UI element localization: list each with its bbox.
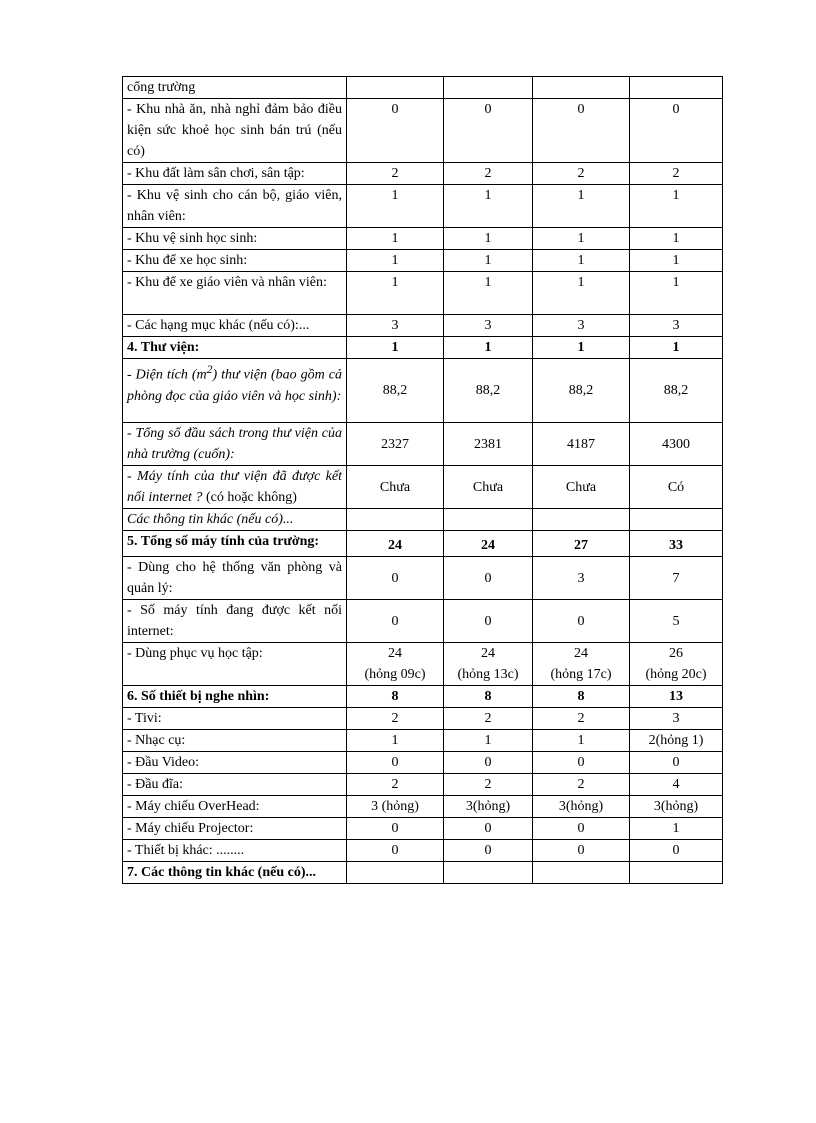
row-label: - Khu vệ sinh học sinh: bbox=[123, 228, 347, 250]
value-cell bbox=[533, 862, 630, 884]
value-cell: 88,2 bbox=[533, 359, 630, 423]
row-label: - Khu nhà ăn, nhà nghỉ đảm bảo điều kiện sức khoẻ học sinh bán trú (nếu có) bbox=[123, 99, 347, 163]
value-cell bbox=[444, 77, 533, 99]
row-label: Các thông tin khác (nếu có)... bbox=[123, 509, 347, 531]
value-cell: 2327 bbox=[347, 423, 444, 466]
value-cell: 0 bbox=[630, 99, 723, 163]
table-row bbox=[123, 708, 723, 730]
value-cell: 3(hỏng) bbox=[533, 796, 630, 818]
value-cell: 3 bbox=[533, 557, 630, 600]
row-label: - Tổng số đầu sách trong thư viện của nhà trường (cuốn): bbox=[123, 423, 347, 466]
value-cell: 2 bbox=[444, 163, 533, 185]
value-cell: 1 bbox=[533, 228, 630, 250]
value-cell: 0 bbox=[630, 840, 723, 862]
table-row bbox=[123, 185, 723, 228]
section-heading-row bbox=[123, 531, 723, 557]
value-cell: 1 bbox=[630, 250, 723, 272]
value-cell: 1 bbox=[444, 185, 533, 228]
table-row bbox=[123, 99, 723, 163]
table-row bbox=[123, 730, 723, 752]
value-cell: Chưa bbox=[533, 466, 630, 509]
label-part: (có hoặc không) bbox=[202, 490, 297, 505]
value: 24 bbox=[574, 646, 588, 661]
value-cell bbox=[533, 643, 630, 686]
value-cell: 88,2 bbox=[347, 359, 444, 423]
value-cell: 1 bbox=[533, 730, 630, 752]
table-row bbox=[123, 643, 723, 686]
label-part: - Diện tích (m bbox=[127, 367, 207, 383]
value-cell bbox=[630, 77, 723, 99]
table-row bbox=[123, 359, 723, 423]
value-note: (hỏng 17c) bbox=[550, 667, 612, 682]
facilities-table bbox=[122, 76, 723, 884]
value-cell: Chưa bbox=[347, 466, 444, 509]
value-cell: 1 bbox=[347, 228, 444, 250]
value-cell: 0 bbox=[444, 600, 533, 643]
value-cell: 0 bbox=[347, 600, 444, 643]
value-cell: 2 bbox=[533, 774, 630, 796]
value-cell: 1 bbox=[444, 272, 533, 315]
value-cell: 88,2 bbox=[444, 359, 533, 423]
value-cell: 2381 bbox=[444, 423, 533, 466]
value-cell: 3 bbox=[630, 315, 723, 337]
value-cell: 8 bbox=[533, 686, 630, 708]
value-cell: 8 bbox=[444, 686, 533, 708]
section-heading-row bbox=[123, 862, 723, 884]
table-row bbox=[123, 840, 723, 862]
section-heading: 7. Các thông tin khác (nếu có)... bbox=[123, 862, 347, 884]
value-note: (hỏng 20c) bbox=[645, 667, 707, 682]
row-label: - Thiết bị khác: ........ bbox=[123, 840, 347, 862]
value: 26 bbox=[669, 646, 683, 661]
value-cell: 1 bbox=[444, 337, 533, 359]
value-cell: 2 bbox=[347, 708, 444, 730]
value-cell: 1 bbox=[444, 730, 533, 752]
value-note: (hỏng 09c) bbox=[364, 667, 426, 682]
value-cell bbox=[347, 77, 444, 99]
value-cell: 0 bbox=[347, 752, 444, 774]
value-cell: 33 bbox=[630, 531, 723, 557]
value-cell: 5 bbox=[630, 600, 723, 643]
row-label: - Nhạc cụ: bbox=[123, 730, 347, 752]
value-cell: 3 bbox=[533, 315, 630, 337]
table-row bbox=[123, 752, 723, 774]
value-cell: 4187 bbox=[533, 423, 630, 466]
value-cell: 2(hỏng 1) bbox=[630, 730, 723, 752]
value: 24 bbox=[481, 646, 495, 661]
row-label: - Khu đất làm sân chơi, sân tập: bbox=[123, 163, 347, 185]
section-heading: 6. Số thiết bị nghe nhìn: bbox=[123, 686, 347, 708]
row-label: - Đầu Video: bbox=[123, 752, 347, 774]
value: 24 bbox=[388, 646, 402, 661]
row-label: - Máy chiếu OverHead: bbox=[123, 796, 347, 818]
value-cell: Có bbox=[630, 466, 723, 509]
value-cell: 0 bbox=[533, 840, 630, 862]
table-row bbox=[123, 77, 723, 99]
value-cell: 0 bbox=[347, 557, 444, 600]
value-cell: 0 bbox=[444, 557, 533, 600]
value-cell: 1 bbox=[444, 228, 533, 250]
table-row bbox=[123, 600, 723, 643]
value-cell bbox=[533, 77, 630, 99]
value-cell: 0 bbox=[347, 818, 444, 840]
value-cell: 3(hỏng) bbox=[630, 796, 723, 818]
value-cell: 3 (hỏng) bbox=[347, 796, 444, 818]
table-row bbox=[123, 423, 723, 466]
value-cell: 4300 bbox=[630, 423, 723, 466]
value-cell: 1 bbox=[533, 250, 630, 272]
value-cell: 0 bbox=[444, 818, 533, 840]
row-label: - Tivi: bbox=[123, 708, 347, 730]
table-row bbox=[123, 818, 723, 840]
value-cell: 1 bbox=[347, 337, 444, 359]
value-note: (hỏng 13c) bbox=[457, 667, 519, 682]
value-cell: 4 bbox=[630, 774, 723, 796]
row-label: - Khu vệ sinh cho cán bộ, giáo viên, nhân viên: bbox=[123, 185, 347, 228]
value-cell: 1 bbox=[533, 185, 630, 228]
value-cell: 1 bbox=[347, 185, 444, 228]
value-cell bbox=[444, 862, 533, 884]
value-cell: 8 bbox=[347, 686, 444, 708]
value-cell: 3 bbox=[444, 315, 533, 337]
value-cell: 27 bbox=[533, 531, 630, 557]
value-cell: 1 bbox=[630, 818, 723, 840]
table-row bbox=[123, 272, 723, 315]
value-cell: 2 bbox=[347, 163, 444, 185]
value-cell: 88,2 bbox=[630, 359, 723, 423]
table-row bbox=[123, 557, 723, 600]
label-part: - Máy tính của thư viện đã được kết nối internet ? bbox=[127, 469, 342, 505]
value-cell: 0 bbox=[533, 99, 630, 163]
table-row bbox=[123, 796, 723, 818]
value-cell: 1 bbox=[630, 185, 723, 228]
value-cell bbox=[444, 509, 533, 531]
value-cell: 0 bbox=[533, 752, 630, 774]
section-heading: 4. Thư viện: bbox=[123, 337, 347, 359]
value-cell: 1 bbox=[444, 250, 533, 272]
row-label: - Các hạng mục khác (nếu có):... bbox=[123, 315, 347, 337]
value-cell: 2 bbox=[533, 708, 630, 730]
value-cell: 1 bbox=[630, 272, 723, 315]
row-label bbox=[123, 466, 347, 509]
value-cell bbox=[347, 643, 444, 686]
value-cell: 3 bbox=[347, 315, 444, 337]
table-row bbox=[123, 509, 723, 531]
section-heading-row bbox=[123, 686, 723, 708]
table-row bbox=[123, 250, 723, 272]
table-row bbox=[123, 315, 723, 337]
section-heading: 5. Tổng số máy tính của trường: bbox=[123, 531, 347, 557]
label-part: ) thư viện (bao gồm cả phòng đọc của giáo viên và học sinh): bbox=[127, 367, 342, 404]
value-cell: 0 bbox=[347, 99, 444, 163]
value-cell: 1 bbox=[630, 228, 723, 250]
value-cell: 24 bbox=[444, 531, 533, 557]
value-cell: 2 bbox=[347, 774, 444, 796]
row-label: - Dùng cho hệ thống văn phòng và quản lý: bbox=[123, 557, 347, 600]
value-cell: 2 bbox=[630, 163, 723, 185]
value-cell: 0 bbox=[444, 840, 533, 862]
value-cell: 13 bbox=[630, 686, 723, 708]
value-cell: 1 bbox=[630, 337, 723, 359]
value-cell bbox=[444, 643, 533, 686]
value-cell bbox=[630, 509, 723, 531]
table-row bbox=[123, 163, 723, 185]
row-label: - Khu để xe học sinh: bbox=[123, 250, 347, 272]
section-heading-row bbox=[123, 337, 723, 359]
value-cell: 0 bbox=[533, 818, 630, 840]
value-cell: 1 bbox=[347, 272, 444, 315]
row-label: cổng trường bbox=[123, 77, 347, 99]
row-label bbox=[123, 359, 347, 423]
value-cell bbox=[347, 862, 444, 884]
value-cell: 7 bbox=[630, 557, 723, 600]
value-cell: 0 bbox=[630, 752, 723, 774]
table-row bbox=[123, 774, 723, 796]
value-cell: 1 bbox=[533, 272, 630, 315]
value-cell: 1 bbox=[533, 337, 630, 359]
row-label: - Máy chiếu Projector: bbox=[123, 818, 347, 840]
value-cell: 2 bbox=[444, 708, 533, 730]
row-label: - Số máy tính đang được kết nối internet: bbox=[123, 600, 347, 643]
value-cell: 0 bbox=[347, 840, 444, 862]
value-cell: Chưa bbox=[444, 466, 533, 509]
value-cell: 0 bbox=[533, 600, 630, 643]
value-cell bbox=[630, 643, 723, 686]
value-cell: 3 bbox=[630, 708, 723, 730]
table-row bbox=[123, 228, 723, 250]
value-cell: 2 bbox=[533, 163, 630, 185]
row-label: - Khu để xe giáo viên và nhân viên: bbox=[123, 272, 347, 315]
value-cell: 0 bbox=[444, 752, 533, 774]
value-cell bbox=[630, 862, 723, 884]
value-cell bbox=[347, 509, 444, 531]
row-label: - Đầu đĩa: bbox=[123, 774, 347, 796]
value-cell: 24 bbox=[347, 531, 444, 557]
value-cell: 3(hỏng) bbox=[444, 796, 533, 818]
value-cell: 1 bbox=[347, 730, 444, 752]
table-row bbox=[123, 466, 723, 509]
value-cell: 2 bbox=[444, 774, 533, 796]
value-cell: 0 bbox=[444, 99, 533, 163]
value-cell bbox=[533, 509, 630, 531]
value-cell: 1 bbox=[347, 250, 444, 272]
superscript: 2 bbox=[206, 363, 213, 376]
row-label: - Dùng phục vụ học tập: bbox=[123, 643, 347, 686]
